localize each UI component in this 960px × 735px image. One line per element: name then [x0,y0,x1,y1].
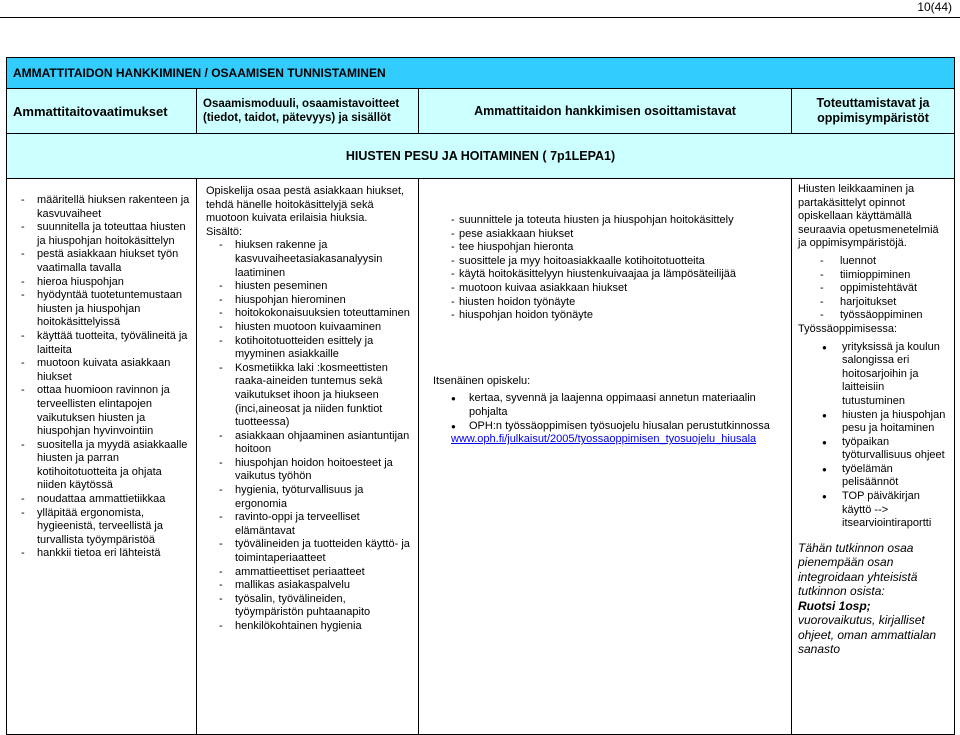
list-item: - määritellä hiuksen rakenteen ja kasvuvaiheet [13,194,192,221]
integration-note-content: vuorovaikutus, kirjalliset ohjeet, oman ammattialan sanasto [798,613,937,657]
methods-list [798,255,950,323]
list-item: - hiuspohjan hoidon hoitoesteet ja vaikutus työhön [206,457,414,484]
list-item: - pese asiakkaan hiukset [429,228,787,242]
curriculum-table [6,57,955,735]
independent-study-list [429,392,787,433]
list-item: - noudattaa ammattietiikkaa [13,493,192,507]
list-item: ● työelämän pelisäännöt [798,463,950,490]
list-item: - suositella ja myydä asiakkaalle hiusten ja parran kotihoitotuotteita ja ohjata niiden käytössä [13,439,192,493]
list-item: ● työpaikan työturvallisuus ohjeet [798,436,950,463]
list-item: - hiuspohjan hierominen [206,294,414,308]
list-item: - suosittele ja myy hoitoasiakkaalle kotihoitotuotteita [429,255,787,269]
contents-label: Sisältö: [206,225,243,238]
list-item: - hiusten hoidon työnäyte [429,296,787,310]
list-item: - Kosmetiikka laki :kosmeettisten raaka-aineiden tuntemus sekä vaikutukset ihoon ja hiukseen (inci,aineosat ja niiden funktiot tuotteessa) [206,362,414,430]
list-item: - harjoitukset [798,296,950,310]
list-item: - hankkii tietoa eri lähteistä [13,547,192,561]
list-item: - ottaa huomioon ravinnon ja terveellisten elintapojen vaikutuksen hiusten ja hiuspohjan hyvinvointiin [13,384,192,438]
list-item: - ammattieettiset periaatteet [206,566,414,580]
list-item: - muotoon kuivaa asiakkaan hiukset [429,282,787,296]
section-title: AMMATTITAIDON HANKKIMINEN / OSAAMISEN TUNNISTAMINEN [7,58,955,89]
module-content-cell [197,179,419,735]
oph-link[interactable]: www.oph.fi/julkaisut/2005/tyossaoppimisen_tyosuojelu_hiusala [451,433,757,446]
list-item: - asiakkaan ohjaaminen asiantuntijan hoitoon [206,430,414,457]
header-module-line1: Osaamismoduuli, osaamistavoitteet [203,98,400,110]
header-implementation [792,89,955,134]
list-item: - suunnitella ja toteuttaa hiusten ja hiuspohjan hoitokäsittelyn [13,221,192,248]
module-intro: Opiskelija osaa pestä asiakkaan hiukset, tehdä hänelle hoitokäsittelyjä sekä muotoon kuivata erilaisia hiuksia. [206,185,405,225]
list-item: - hyödyntää tuotetuntemustaan hiusten ja hiuspohjan hoitokäsittelyissä [13,289,192,330]
list-item: - mallikas asiakaspalvelu [206,579,414,593]
list-item: - hiuksen rakenne ja kasvuvaiheetasiakasanalyysin laatiminen [206,239,414,280]
header-rule [0,17,960,18]
list-item: - luennot [798,255,950,269]
list-item: - tiimioppiminen [798,269,950,283]
list-item: - hygienia, työturvallisuus ja ergonomia [206,484,414,511]
list-item: - tee hiuspohjan hieronta [429,241,787,255]
list-item: - käytä hoitokäsittelyyn hiustenkuivaajaa ja lämpösäteilijää [429,268,787,282]
requirements-cell [7,179,197,735]
list-item: - ravinto-oppi ja terveelliset elämäntavat [206,511,414,538]
workplace-label: Työssäoppimisessa: [798,322,898,335]
demonstration-list [429,214,787,323]
integration-note: Tähän tutkinnon osaa pienempään osan integroidaan yhteisistä tutkinnon osista: [798,540,918,599]
header-implementation-line1: Toteuttamistavat ja [816,96,930,110]
list-item: - hiusten peseminen [206,280,414,294]
implementation-intro: Hiusten leikkaaminen ja partakäsittelyt opinnot opiskellaan käyttämällä seuraavia opetusmenetelmiä ja oppimisympäristöjä. [798,183,939,250]
workplace-list [798,341,950,531]
list-item: - henkilökohtainen hygienia [206,620,414,634]
header-module [197,89,419,134]
header-module-line2: (tiedot, taidot, pätevyys) ja sisällöt [203,112,391,124]
list-item: - hiusten muotoon kuivaaminen [206,321,414,335]
contents-list [206,239,414,633]
list-item: - kotihoitotuotteiden esittely ja myyminen asiakkaille [206,335,414,362]
list-item: ● yrityksissä ja koulun salongissa eri hoitosarjoihin ja laitteisiin tutustuminen [798,341,950,409]
header-implementation-line2: oppimisympäristöt [817,111,929,125]
list-item: - pestä asiakkaan hiukset työn vaatimalla tavalla [13,248,192,275]
list-item: - työsalin, työvälineiden, työympäristön puhtaanapito [206,593,414,620]
list-item: - hiuspohjan hoidon työnäyte [429,309,787,323]
list-item: ● kertaa, syvennä ja laajenna oppimaasi annetun materiaalin pohjalta [429,392,787,419]
list-item: - hoitokokonaisuuksien toteuttaminen [206,307,414,321]
list-item: ● TOP päiväkirjan käyttö --> itsearviointiraportti [798,490,950,531]
list-item: - muotoon kuivata asiakkaan hiukset [13,357,192,384]
header-requirements: Ammattitaitovaatimukset [7,89,197,134]
demonstration-cell [419,179,792,735]
requirements-list [13,194,192,561]
module-title: HIUSTEN PESU JA HOITAMINEN ( 7p1LEPA1) [7,134,955,179]
list-item: - käyttää tuotteita, työvälineitä ja laitteita [13,330,192,357]
list-item: - työssäoppiminen [798,309,950,323]
list-item: - ylläpitää ergonomista, hygieenistä, terveellistä ja turvallista työympäristöä [13,507,192,548]
list-item: ● OPH:n työssäoppimisen työsuojelu hiusalan perustutkinnossa [429,420,787,434]
integration-note-subject: Ruotsi 1osp; [798,598,871,613]
page-number: 10(44) [917,0,952,14]
list-item: - suunnittele ja toteuta hiusten ja hiuspohjan hoitokäsittely [429,214,787,228]
implementation-cell [792,179,955,735]
list-item: - oppimistehtävät [798,282,950,296]
independent-study-label: Itsenäinen opiskelu: [433,374,531,387]
list-item: - hieroa hiuspohjan [13,276,192,290]
list-item: ● hiusten ja hiuspohjan pesu ja hoitaminen [798,409,950,436]
list-item: - työvälineiden ja tuotteiden käyttö- ja toimintaperiaatteet [206,538,414,565]
header-demonstration: Ammattitaidon hankkimisen osoittamistavat [419,89,792,134]
